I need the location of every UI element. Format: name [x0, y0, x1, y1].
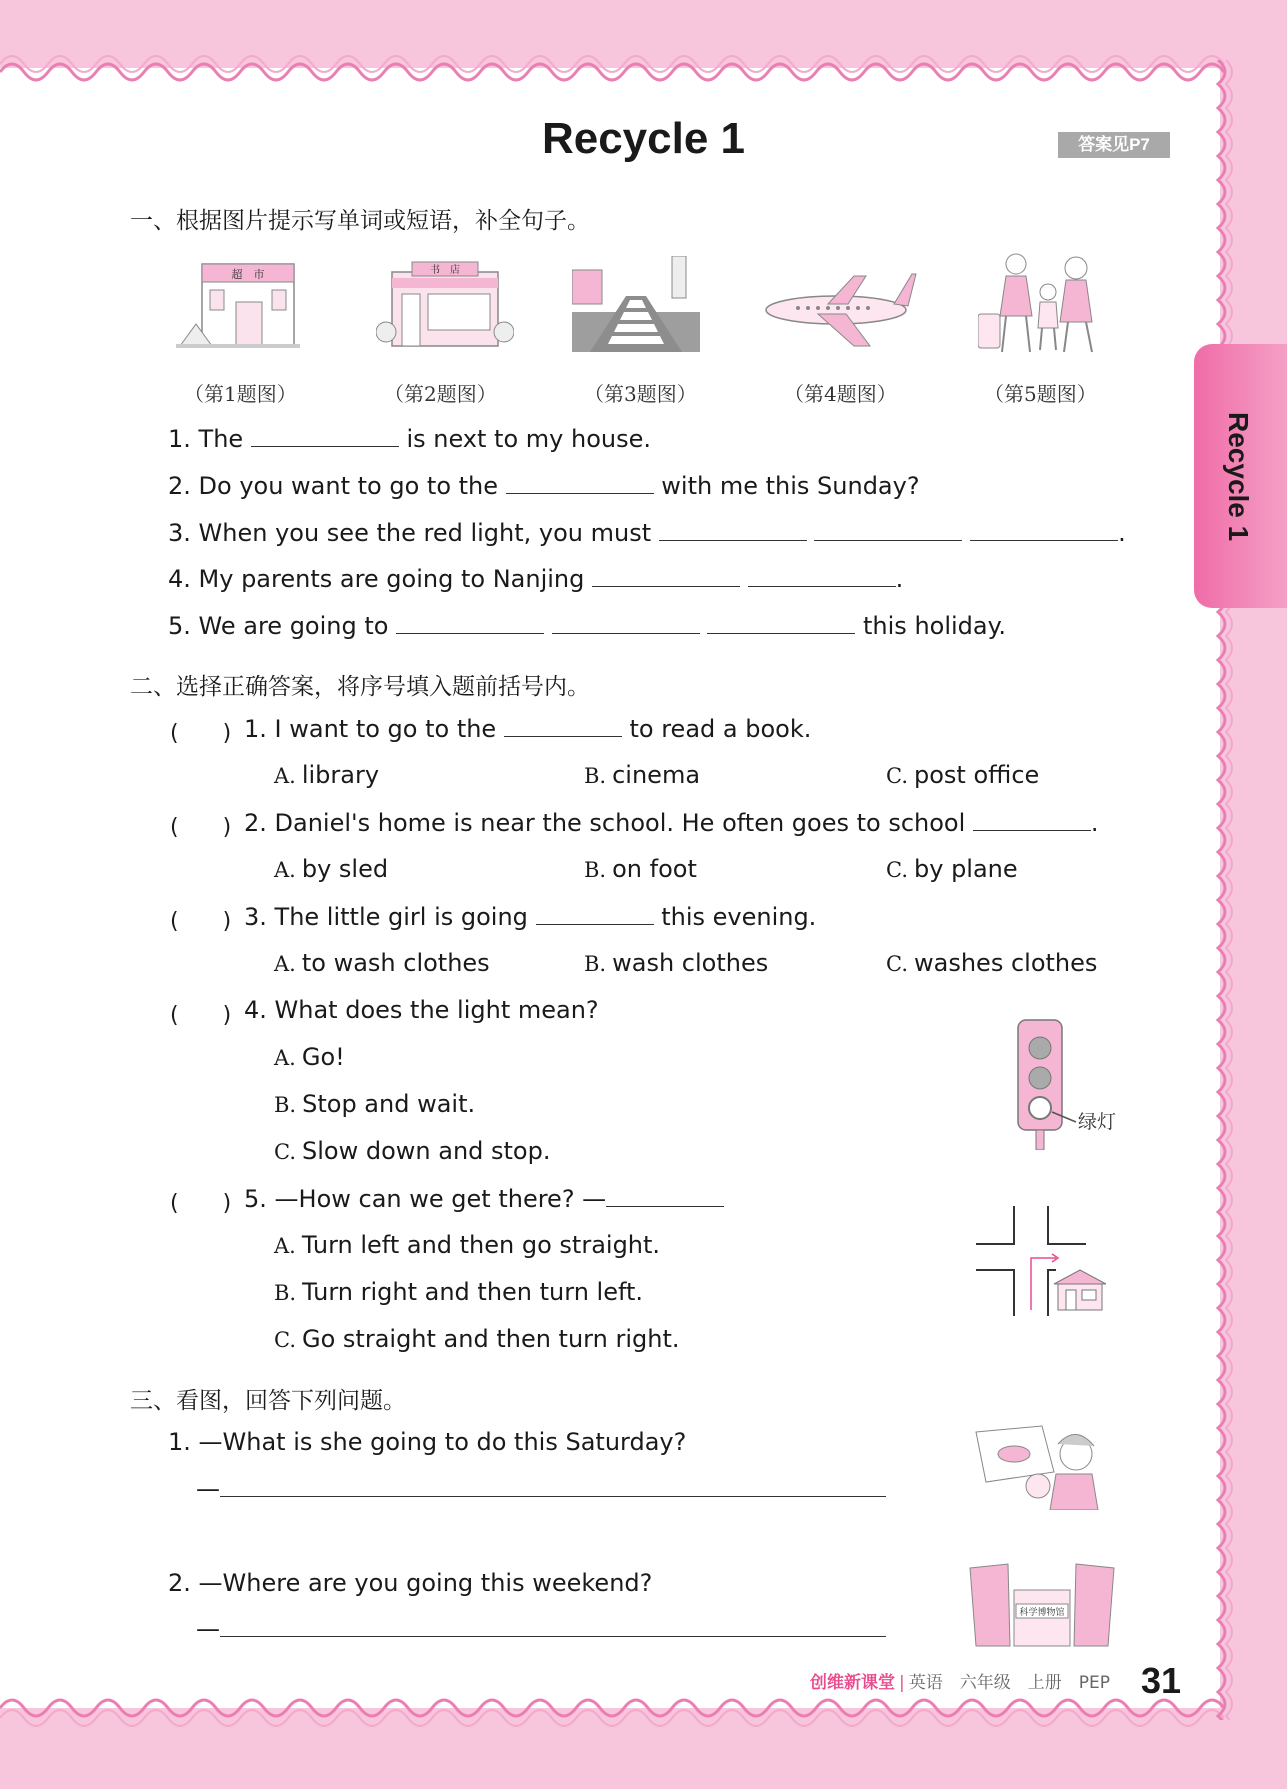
answer-blank[interactable]	[973, 808, 1091, 831]
answer-blank[interactable]	[504, 714, 622, 737]
caption-4: （第4题图）	[784, 382, 897, 406]
answer-blank[interactable]	[251, 424, 399, 447]
s3-question-1: 1. —What is she going to do this Saturday?	[168, 1428, 687, 1456]
crosswalk-picture	[572, 256, 700, 352]
side-tab-label: Recycle 1	[1223, 412, 1254, 542]
s1-item-2: 2. Do you want to go to the with me this Sunday?	[168, 472, 920, 500]
section1-heading: 一、根据图片提示写单词或短语，补全句子。	[130, 208, 590, 234]
museum-sign: 科学博物馆	[1019, 1608, 1065, 1618]
answer-blank[interactable]	[606, 1184, 724, 1207]
right-wave-border	[1200, 60, 1244, 1720]
option-c[interactable]: C. Go straight and then turn right.	[274, 1325, 680, 1353]
s1-item-5: 5. We are going to this holiday.	[168, 612, 1007, 640]
answer-line[interactable]	[220, 1474, 886, 1497]
option-b[interactable]: B. on foot	[584, 855, 697, 883]
s1-item-4: 4. My parents are going to Nanjing .	[168, 565, 904, 593]
answer-parentheses[interactable]: ( )	[170, 721, 232, 746]
answer-parentheses[interactable]: ( )	[170, 1003, 232, 1028]
section3-heading: 三、看图，回答下列问题。	[130, 1388, 406, 1414]
caption-1: （第1题图）	[184, 382, 297, 406]
route-map-picture	[976, 1206, 1106, 1316]
answer-blank[interactable]	[748, 564, 896, 587]
answer-blank[interactable]	[707, 611, 855, 634]
s3-answer-line-2[interactable]: —	[196, 1614, 886, 1643]
caption-3: （第3题图）	[584, 382, 697, 406]
page-title: Recycle 1	[541, 114, 746, 163]
bookstore-picture	[376, 260, 514, 352]
family-travel-picture	[978, 250, 1104, 354]
answer-blank[interactable]	[396, 611, 544, 634]
girl-dreaming-picture	[972, 1424, 1106, 1510]
top-wave-border	[0, 52, 1240, 82]
s2-question-1: 1. I want to go to the to read a book.	[244, 715, 812, 743]
answer-blank[interactable]	[552, 611, 700, 634]
answer-blank[interactable]	[814, 518, 962, 541]
option-b[interactable]: B. wash clothes	[584, 949, 769, 977]
option-b[interactable]: B. cinema	[584, 761, 701, 789]
option-c[interactable]: C. washes clothes	[886, 949, 1098, 977]
s2-question-3: 3. The little girl is going this evening.	[244, 903, 817, 931]
bookstore-sign: 书 店	[430, 265, 460, 276]
supermarket-picture	[176, 258, 300, 352]
s3-answer-line-1[interactable]: —	[196, 1474, 886, 1503]
option-c[interactable]: C. by plane	[886, 855, 1018, 883]
science-museum-picture	[968, 1560, 1116, 1650]
footer-info: 英语 六年级 上册 PEP	[908, 1673, 1110, 1693]
answer-blank[interactable]	[506, 471, 654, 494]
option-a[interactable]: A. by sled	[274, 855, 389, 883]
answer-blank[interactable]	[970, 518, 1118, 541]
option-b[interactable]: B. Stop and wait.	[274, 1090, 476, 1118]
option-a[interactable]: A. Turn left and then go straight.	[274, 1231, 661, 1259]
green-light-label: 绿灯	[1078, 1111, 1117, 1133]
bottom-wave-border	[0, 1696, 1240, 1732]
s1-item-3: 3. When you see the red light, you must .	[168, 519, 1126, 547]
answer-blank[interactable]	[592, 564, 740, 587]
page-number: 31	[1141, 1660, 1182, 1701]
plane-picture	[758, 262, 918, 352]
s3-question-2: 2. —Where are you going this weekend?	[168, 1569, 653, 1597]
footer	[810, 1668, 1110, 1693]
answer-parentheses[interactable]: ( )	[170, 909, 232, 934]
footer-separator: |	[899, 1673, 905, 1693]
s2-question-4: 4. What does the light mean?	[244, 996, 599, 1024]
s2-question-5: 5. —How can we get there? —	[244, 1184, 724, 1213]
option-b[interactable]: B. Turn right and then turn left.	[274, 1278, 644, 1306]
option-a[interactable]: A. to wash clothes	[274, 949, 490, 977]
answer-reference-tag: 答案见P7	[1058, 132, 1170, 158]
answer-parentheses[interactable]: ( )	[170, 815, 232, 840]
supermarket-sign: 超 市	[231, 268, 265, 281]
s2-question-2: 2. Daniel's home is near the school. He often goes to school .	[244, 809, 1099, 837]
caption-2: （第2题图）	[384, 382, 497, 406]
answer-blank[interactable]	[536, 902, 654, 925]
section2-heading: 二、选择正确答案，将序号填入题前括号内。	[130, 674, 590, 700]
answer-parentheses[interactable]: ( )	[170, 1191, 232, 1216]
option-c[interactable]: C. Slow down and stop.	[274, 1137, 551, 1165]
caption-5: （第5题图）	[984, 382, 1097, 406]
answer-blank[interactable]	[659, 518, 807, 541]
option-a[interactable]: A. Go!	[274, 1043, 345, 1071]
traffic-light-picture	[1016, 1018, 1128, 1150]
option-a[interactable]: A. library	[274, 761, 380, 789]
s1-item-1: 1. The is next to my house.	[168, 425, 651, 453]
answer-line[interactable]	[220, 1614, 886, 1637]
option-c[interactable]: C. post office	[886, 761, 1040, 789]
footer-brand: 创维新课堂	[810, 1673, 895, 1693]
